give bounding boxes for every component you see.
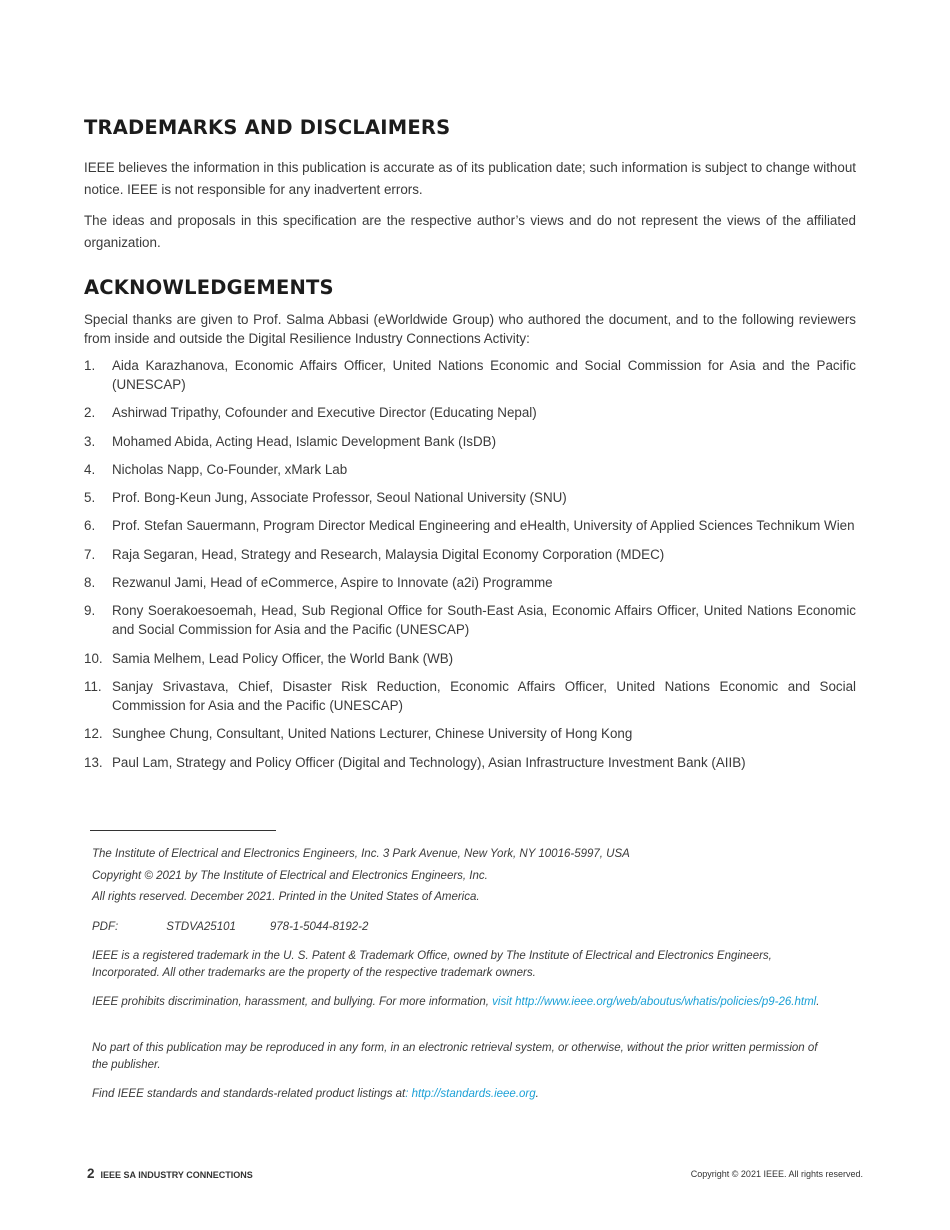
policy-end: . (816, 996, 820, 1008)
list-number: 5. (84, 490, 96, 506)
standards-text: Find IEEE standards and standards-related product listings at (92, 1088, 406, 1100)
publisher-address: The Institute of Electrical and Electronics Engineers, Inc. 3 Park Avenue, New York, NY 10016-5997, USA (92, 848, 630, 860)
list-text: Ashirwad Tripathy, Cofounder and Executive Director (Educating Nepal) (112, 405, 537, 421)
list-text: Rezwanul Jami, Head of eCommerce, Aspire to Innovate (a2i) Programme (112, 575, 553, 591)
list-number: 12. (84, 726, 103, 742)
list-number: 11. (84, 678, 102, 694)
footnote-divider (90, 830, 276, 831)
footer-label: IEEE SA INDUSTRY CONNECTIONS (100, 1170, 253, 1180)
standards-link[interactable]: : http://standards.ieee.org (405, 1088, 536, 1100)
list-text: Raja Segaran, Head, Strategy and Research, Malaysia Digital Economy Corporation (MDEC) (112, 546, 665, 562)
trademark-notice: IEEE is a registered trademark in the U. S. Patent & Trademark Office, owned by The Institute of Electrical and Electronics Engineers, Incorporated. All other trademarks are the property of the respective trademark owners. (92, 950, 772, 979)
trademarks-heading: TRADEMARKS AND DISCLAIMERS (84, 116, 451, 139)
policy-text: IEEE prohibits discrimination, harassment, and bullying. For more information, (92, 996, 489, 1008)
list-item (84, 677, 856, 715)
list-number: 7. (84, 546, 96, 562)
list-number: 13. (84, 754, 103, 770)
list-item (84, 460, 856, 479)
acknowledgements-heading: ACKNOWLEDGEMENTS (84, 276, 334, 299)
list-number: 1. (84, 358, 96, 373)
list-text: Sunghee Chung, Consultant, United Nations Lecturer, Chinese University of Hong Kong (112, 726, 633, 742)
list-text: Nicholas Napp, Co-Founder, xMark Lab (112, 461, 348, 477)
list-number: 8. (84, 575, 96, 591)
list-number: 3. (84, 433, 96, 449)
list-item (84, 488, 856, 507)
acknowledgements-intro: Special thanks are given to Prof. Salma Abbasi (eWorldwide Group) who authored the document, and to the following reviewers from inside and outside the Digital Resilience Industry Connections Activity: (84, 312, 856, 346)
rights-line: All rights reserved. December 2021. Printed in the United States of America. (92, 891, 480, 903)
copyright-line: Copyright © 2021 by The Institute of Electrical and Electronics Engineers, Inc. (92, 870, 488, 882)
list-text: Prof. Stefan Sauermann, Program Director Medical Engineering and eHealth, University of Applied Sciences Technikum Wien (112, 518, 855, 534)
reviewer-list (84, 356, 856, 781)
trademarks-paragraph: The ideas and proposals in this specification are the respective author’s views and do not represent the views of the affiliated organization. (84, 213, 856, 250)
standards-notice (92, 1086, 832, 1103)
list-item (84, 649, 856, 668)
list-text: Aida Karazhanova, Economic Affairs Officer, United Nations Economic and Social Commission for Asia and the Pacific (UNESCAP) (112, 358, 856, 392)
list-text: Mohamed Abida, Acting Head, Islamic Development Bank (IsDB) (112, 433, 497, 449)
list-item (84, 724, 856, 743)
list-item (84, 432, 856, 451)
list-item (84, 516, 856, 535)
pdf-code: STDVA25101 (166, 921, 236, 933)
list-text: Rony Soerakoesoemah, Head, Sub Regional Office for South-East Asia, Economic Affairs Officer, United Nations Economic and Social Commission for Asia and the Pacific (UNESCAP) (112, 603, 856, 638)
list-text: Prof. Bong-Keun Jung, Associate Professor, Seoul National University (SNU) (112, 490, 567, 506)
footer-copyright: Copyright © 2021 IEEE. All rights reserved. (690, 1169, 863, 1179)
pdf-info (92, 919, 832, 936)
trademarks-paragraph: IEEE believes the information in this publication is accurate as of its publication date; such information is subject to change without notice. IEEE is not responsible for any inadvertent errors. (84, 160, 856, 197)
list-item (84, 601, 856, 639)
reproduction-notice: No part of this publication may be reproduced in any form, in an electronic retrieval system, or otherwise, without the prior written permission of the publisher. (92, 1042, 818, 1071)
page-number: 2 (87, 1166, 95, 1181)
list-number: 6. (84, 518, 96, 534)
standards-end: . (535, 1088, 539, 1100)
footer-left (87, 1166, 253, 1181)
policy-notice (92, 994, 832, 1011)
list-item (84, 573, 856, 592)
list-text: Paul Lam, Strategy and Policy Officer (Digital and Technology), Asian Infrastructure Investment Bank (AIIB) (112, 754, 746, 770)
list-number: 4. (84, 461, 96, 477)
list-number: 10. (84, 650, 103, 666)
list-item (84, 545, 856, 564)
policy-link[interactable]: visit http://www.ieee.org/web/aboutus/whatis/policies/p9-26.html (492, 996, 817, 1008)
isbn: 978-1-5044-8192-2 (269, 921, 369, 933)
list-item (84, 403, 856, 422)
list-text: Samia Melhem, Lead Policy Officer, the World Bank (WB) (112, 650, 454, 666)
list-item (84, 753, 856, 772)
list-item (84, 356, 856, 394)
list-text: Sanjay Srivastava, Chief, Disaster Risk Reduction, Economic Affairs Officer, United Nations Economic and Social Commission for Asia and the Pacific (UNESCAP) (112, 678, 856, 713)
list-number: 2. (84, 405, 96, 421)
list-number: 9. (84, 603, 96, 619)
pdf-label: PDF: (92, 921, 119, 933)
